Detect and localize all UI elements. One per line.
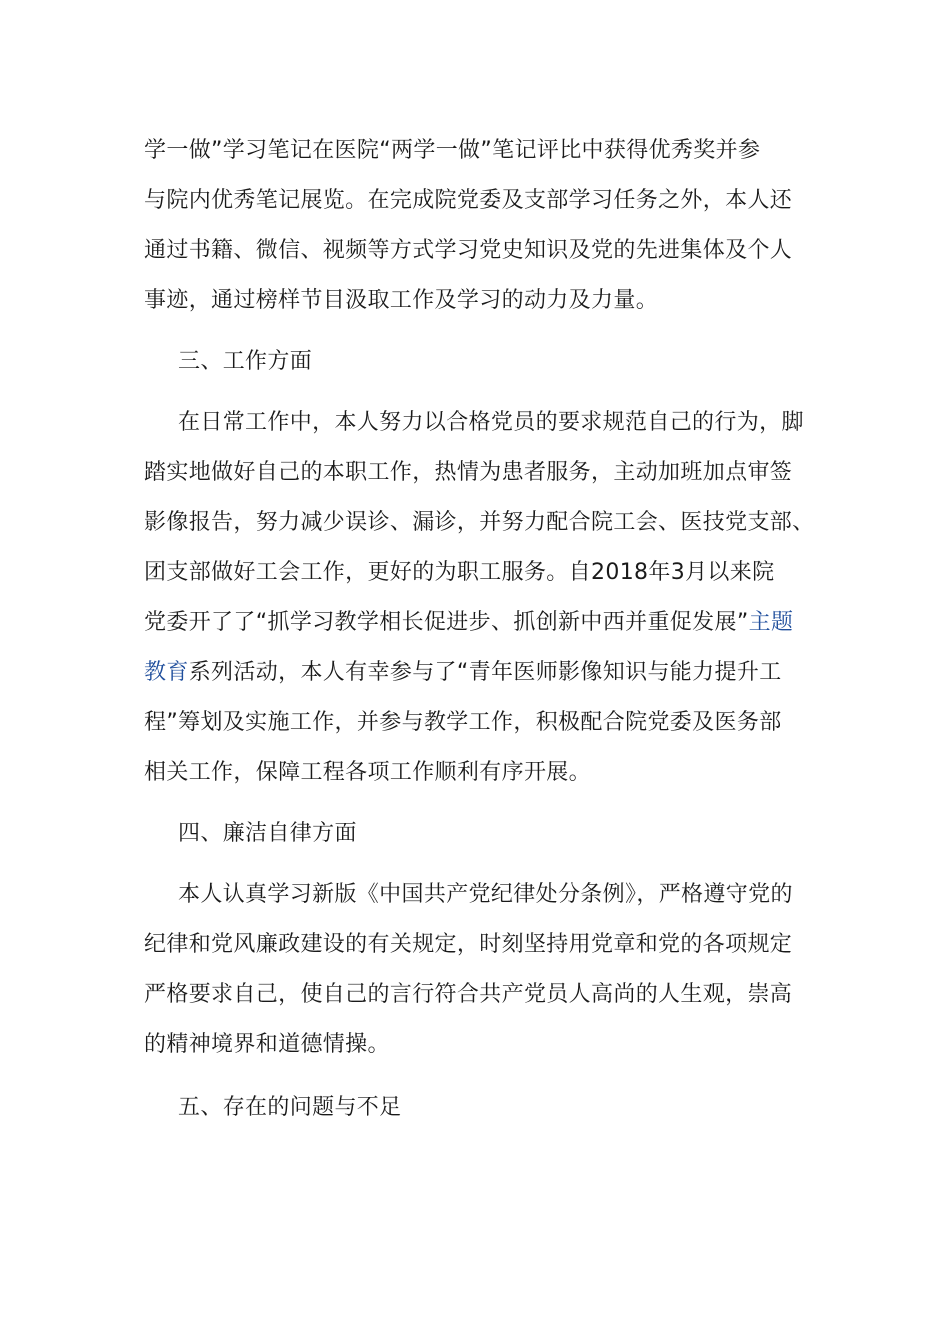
- paragraph-line: 与院内优秀笔记展览。在完成院党委及支部学习任务之外，本人还: [144, 188, 793, 213]
- theme-education-link[interactable]: 主题: [748, 610, 794, 635]
- section-heading-work: 三、工作方面: [178, 349, 313, 374]
- paragraph-line: 影像报告，努力减少误诊、漏诊，并努力配合院工会、医技党支部、: [144, 510, 815, 535]
- paragraph-line: 在日常工作中，本人努力以合格党员的要求规范自己的行为，脚: [178, 410, 804, 435]
- paragraph-line: 学一做”学习笔记在医院“两学一做”笔记评比中获得优秀奖并参: [144, 138, 761, 163]
- paragraph-text: 党委开了了“抓学习教学相长促进步、抓创新中西并重促发展”: [144, 610, 749, 635]
- paragraph-line: 相关工作，保障工程各项工作顺利有序开展。: [144, 760, 592, 785]
- paragraph-line: [144, 658, 844, 688]
- paragraph-line: 程”筹划及实施工作，并参与教学工作，积极配合院党委及医务部: [144, 710, 782, 735]
- section-heading-integrity: 四、廉洁自律方面: [178, 821, 357, 846]
- paragraph-line: 事迹，通过榜样节目汲取工作及学习的动力及力量。: [144, 288, 659, 313]
- section-heading-problems: 五、存在的问题与不足: [178, 1095, 402, 1120]
- paragraph-line: 通过书籍、微信、视频等方式学习党史知识及党的先进集体及个人: [144, 238, 793, 263]
- theme-education-link[interactable]: 教育: [144, 660, 189, 685]
- paragraph-line: 踏实地做好自己的本职工作，热情为患者服务，主动加班加点审签: [144, 460, 793, 485]
- paragraph-line: [144, 608, 844, 638]
- paragraph-line: 严格要求自己，使自己的言行符合共产党员人高尚的人生观，崇高: [144, 982, 793, 1007]
- paragraph-text: 系列活动，本人有幸参与了“青年医师影像知识与能力提升工: [188, 660, 782, 685]
- paragraph-line: 本人认真学习新版《中国共产党纪律处分条例》，严格遵守党的: [178, 882, 793, 907]
- paragraph-line: 的精神境界和道德情操。: [144, 1032, 390, 1057]
- paragraph-line: 团支部做好工会工作，更好的为职工服务。自2018年3月以来院: [144, 560, 775, 585]
- paragraph-line: 纪律和党风廉政建设的有关规定，时刻坚持用党章和党的各项规定: [144, 932, 793, 957]
